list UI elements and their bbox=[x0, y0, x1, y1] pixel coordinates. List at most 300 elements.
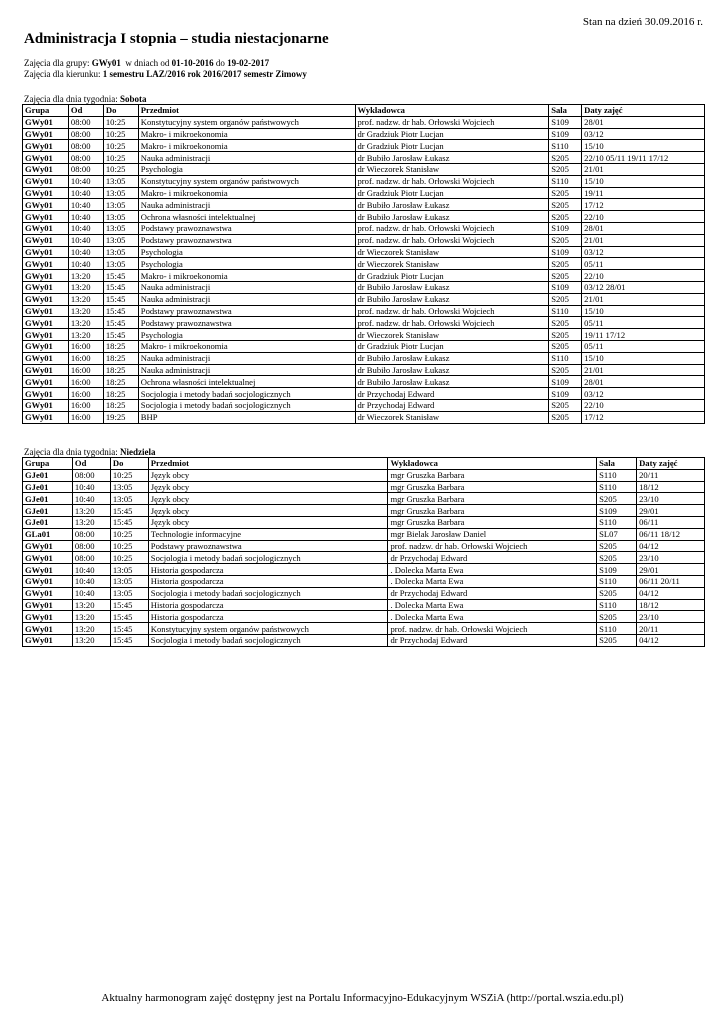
cell-group: GJe01 bbox=[23, 481, 73, 493]
column-header-dates: Daty zajęć bbox=[637, 458, 705, 470]
table-row bbox=[23, 540, 705, 552]
cell-room: S109 bbox=[549, 388, 582, 400]
table-row bbox=[23, 352, 705, 364]
cell-lecturer: dr Bubiło Jarosław Łukasz bbox=[355, 376, 549, 388]
table-row bbox=[23, 187, 705, 199]
cell-end: 18:25 bbox=[103, 364, 138, 376]
cell-end: 15:45 bbox=[110, 516, 148, 528]
cell-lecturer: prof. nadzw. dr hab. Orłowski Wojciech bbox=[388, 623, 597, 635]
cell-dates: 28/01 bbox=[582, 222, 705, 234]
cell-group: GWy01 bbox=[23, 376, 69, 388]
cell-subject: Nauka administracji bbox=[138, 293, 355, 305]
cell-start: 13:20 bbox=[68, 305, 103, 317]
cell-dates: 22/10 bbox=[582, 399, 705, 411]
cell-subject: Socjologia i metody badań socjologicznych bbox=[138, 388, 355, 400]
cell-start: 16:00 bbox=[68, 364, 103, 376]
cell-subject: Konstytucyjny system organów państwowych bbox=[148, 623, 388, 635]
cell-lecturer: mgr Gruszka Barbara bbox=[388, 481, 597, 493]
cell-group: GJe01 bbox=[23, 516, 73, 528]
cell-room: S205 bbox=[597, 493, 637, 505]
cell-dates: 05/11 bbox=[582, 317, 705, 329]
cell-lecturer: dr Bubiło Jarosław Łukasz bbox=[355, 352, 549, 364]
cell-end: 13:05 bbox=[103, 211, 138, 223]
table-row bbox=[23, 222, 705, 234]
cell-dates: 20/11 bbox=[637, 469, 705, 481]
cell-end: 18:25 bbox=[103, 399, 138, 411]
cell-lecturer: dr Wieczorek Stanisław bbox=[355, 246, 549, 258]
cell-dates: 22/10 bbox=[582, 270, 705, 282]
cell-start: 13:20 bbox=[68, 293, 103, 305]
cell-subject: Podstawy prawoznawstwa bbox=[138, 305, 355, 317]
cell-lecturer: dr Gradziuk Piotr Lucjan bbox=[355, 340, 549, 352]
cell-end: 13:05 bbox=[103, 234, 138, 246]
cell-end: 15:45 bbox=[110, 623, 148, 635]
cell-start: 13:20 bbox=[68, 329, 103, 341]
cell-group: GLa01 bbox=[23, 528, 73, 540]
cell-room: S205 bbox=[549, 411, 582, 423]
table-row bbox=[23, 305, 705, 317]
field-name: 1 semestru LAZ/2016 rok 2016/2017 semestr Zimowy bbox=[102, 69, 307, 79]
cell-room: S205 bbox=[597, 552, 637, 564]
cell-group: GWy01 bbox=[23, 281, 69, 293]
cell-lecturer: dr Przychodaj Edward bbox=[388, 552, 597, 564]
cell-end: 13:05 bbox=[110, 587, 148, 599]
cell-end: 10:25 bbox=[110, 552, 148, 564]
cell-end: 15:45 bbox=[110, 599, 148, 611]
column-header-lecturer: Wykładowca bbox=[388, 458, 597, 470]
cell-group: GWy01 bbox=[23, 140, 69, 152]
column-header-subject: Przedmiot bbox=[148, 458, 388, 470]
cell-start: 13:20 bbox=[72, 599, 110, 611]
cell-room: S205 bbox=[597, 611, 637, 623]
cell-start: 16:00 bbox=[68, 376, 103, 388]
cell-dates: 22/10 bbox=[582, 211, 705, 223]
cell-start: 08:00 bbox=[68, 163, 103, 175]
cell-group: GWy01 bbox=[23, 246, 69, 258]
cell-room: S109 bbox=[549, 128, 582, 140]
cell-subject: Historia gospodarcza bbox=[148, 599, 388, 611]
cell-subject: Język obcy bbox=[148, 505, 388, 517]
cell-room: S205 bbox=[549, 270, 582, 282]
cell-subject: Makro- i mikroekonomia bbox=[138, 187, 355, 199]
cell-lecturer: prof. nadzw. dr hab. Orłowski Wojciech bbox=[355, 317, 549, 329]
cell-end: 10:25 bbox=[103, 163, 138, 175]
cell-dates: 06/11 18/12 bbox=[637, 528, 705, 540]
cell-lecturer: dr Bubiło Jarosław Łukasz bbox=[355, 199, 549, 211]
cell-end: 18:25 bbox=[103, 352, 138, 364]
cell-group: GWy01 bbox=[23, 540, 73, 552]
cell-lecturer: dr Wieczorek Stanisław bbox=[355, 329, 549, 341]
cell-end: 15:45 bbox=[103, 270, 138, 282]
saturday-label-prefix: Zajęcia dla dnia tygodnia: bbox=[24, 94, 120, 104]
cell-start: 10:40 bbox=[72, 564, 110, 576]
table-row bbox=[23, 234, 705, 246]
cell-end: 13:05 bbox=[110, 575, 148, 587]
cell-dates: 15/10 bbox=[582, 352, 705, 364]
table-row bbox=[23, 340, 705, 352]
cell-group: GWy01 bbox=[23, 399, 69, 411]
cell-dates: 20/11 bbox=[637, 623, 705, 635]
table-row bbox=[23, 281, 705, 293]
table-row bbox=[23, 505, 705, 517]
date-to: 19-02-2017 bbox=[227, 58, 270, 68]
column-header-room: Sala bbox=[549, 105, 582, 117]
cell-group: GWy01 bbox=[23, 352, 69, 364]
cell-group: GWy01 bbox=[23, 211, 69, 223]
cell-subject: Socjologia i metody badań socjologicznych bbox=[148, 587, 388, 599]
cell-start: 16:00 bbox=[68, 340, 103, 352]
cell-dates: 04/12 bbox=[637, 634, 705, 646]
cell-start: 08:00 bbox=[68, 116, 103, 128]
cell-start: 08:00 bbox=[68, 152, 103, 164]
cell-dates: 19/11 bbox=[582, 187, 705, 199]
cell-lecturer: prof. nadzw. dr hab. Orłowski Wojciech bbox=[355, 234, 549, 246]
cell-group: GJe01 bbox=[23, 493, 73, 505]
cell-group: GWy01 bbox=[23, 587, 73, 599]
table-row bbox=[23, 528, 705, 540]
column-header-lecturer: Wykładowca bbox=[355, 105, 549, 117]
saturday-rows bbox=[23, 116, 705, 423]
cell-group: GJe01 bbox=[23, 469, 73, 481]
cell-group: GWy01 bbox=[23, 258, 69, 270]
cell-dates: 21/01 bbox=[582, 293, 705, 305]
table-row bbox=[23, 116, 705, 128]
cell-room: S109 bbox=[549, 116, 582, 128]
cell-end: 13:05 bbox=[103, 258, 138, 270]
cell-dates: 18/12 bbox=[637, 481, 705, 493]
cell-subject: Nauka administracji bbox=[138, 199, 355, 211]
cell-start: 08:00 bbox=[68, 128, 103, 140]
sunday-label-prefix: Zajęcia dla dnia tygodnia: bbox=[24, 447, 120, 457]
field-info bbox=[24, 69, 307, 80]
cell-subject: Nauka administracji bbox=[138, 152, 355, 164]
cell-end: 18:25 bbox=[103, 388, 138, 400]
cell-subject: Nauka administracji bbox=[138, 352, 355, 364]
saturday-day: Sobota bbox=[119, 94, 147, 104]
cell-lecturer: dr Bubiło Jarosław Łukasz bbox=[355, 152, 549, 164]
cell-dates: 04/12 bbox=[637, 587, 705, 599]
cell-end: 15:45 bbox=[110, 611, 148, 623]
cell-room: S205 bbox=[549, 340, 582, 352]
cell-room: S205 bbox=[549, 187, 582, 199]
cell-start: 13:20 bbox=[72, 623, 110, 635]
cell-group: GWy01 bbox=[23, 564, 73, 576]
cell-subject: Historia gospodarcza bbox=[148, 575, 388, 587]
cell-dates: 23/10 bbox=[637, 493, 705, 505]
cell-lecturer: dr Bubiło Jarosław Łukasz bbox=[355, 281, 549, 293]
cell-lecturer: prof. nadzw. dr hab. Orłowski Wojciech bbox=[388, 540, 597, 552]
cell-lecturer: dr Gradziuk Piotr Lucjan bbox=[355, 128, 549, 140]
cell-dates: 03/12 bbox=[582, 246, 705, 258]
cell-room: S110 bbox=[597, 481, 637, 493]
table-row bbox=[23, 388, 705, 400]
table-row bbox=[23, 411, 705, 423]
cell-start: 10:40 bbox=[72, 493, 110, 505]
column-header-group: Grupa bbox=[23, 105, 69, 117]
cell-subject: Socjologia i metody badań socjologicznych bbox=[148, 634, 388, 646]
cell-end: 15:45 bbox=[103, 281, 138, 293]
cell-dates: 17/12 bbox=[582, 411, 705, 423]
cell-start: 16:00 bbox=[68, 388, 103, 400]
group-prefix: Zajęcia dla grupy: bbox=[24, 58, 92, 68]
table-row bbox=[23, 152, 705, 164]
cell-start: 16:00 bbox=[68, 399, 103, 411]
cell-end: 10:25 bbox=[110, 540, 148, 552]
cell-lecturer: mgr Bielak Jarosław Daniel bbox=[388, 528, 597, 540]
date-from: 01-10-2016 bbox=[171, 58, 214, 68]
cell-end: 13:05 bbox=[110, 493, 148, 505]
cell-end: 15:45 bbox=[103, 317, 138, 329]
cell-group: GWy01 bbox=[23, 222, 69, 234]
cell-group: GWy01 bbox=[23, 187, 69, 199]
table-row bbox=[23, 564, 705, 576]
cell-room: S205 bbox=[549, 258, 582, 270]
cell-room: S110 bbox=[549, 305, 582, 317]
cell-end: 13:05 bbox=[103, 175, 138, 187]
cell-lecturer: dr Wieczorek Stanisław bbox=[355, 411, 549, 423]
cell-subject: Podstawy prawoznawstwa bbox=[138, 317, 355, 329]
cell-group: GWy01 bbox=[23, 634, 73, 646]
cell-lecturer: dr Gradziuk Piotr Lucjan bbox=[355, 270, 549, 282]
table-row bbox=[23, 199, 705, 211]
cell-subject: Makro- i mikroekonomia bbox=[138, 128, 355, 140]
cell-start: 10:40 bbox=[68, 222, 103, 234]
cell-subject: Socjologia i metody badań socjologicznych bbox=[148, 552, 388, 564]
table-row bbox=[23, 258, 705, 270]
cell-end: 13:05 bbox=[110, 564, 148, 576]
cell-room: S205 bbox=[597, 540, 637, 552]
cell-subject: Psychologia bbox=[138, 163, 355, 175]
cell-subject: Konstytucyjny system organów państwowych bbox=[138, 116, 355, 128]
cell-lecturer: dr Przychodaj Edward bbox=[388, 587, 597, 599]
cell-end: 13:05 bbox=[110, 481, 148, 493]
cell-start: 08:00 bbox=[72, 540, 110, 552]
table-row bbox=[23, 376, 705, 388]
cell-start: 13:20 bbox=[68, 317, 103, 329]
group-name: GWy01 bbox=[91, 58, 121, 68]
cell-room: S205 bbox=[549, 317, 582, 329]
cell-end: 10:25 bbox=[103, 116, 138, 128]
cell-end: 13:05 bbox=[103, 199, 138, 211]
cell-start: 10:40 bbox=[68, 211, 103, 223]
cell-subject: Język obcy bbox=[148, 493, 388, 505]
cell-lecturer: dr Przychodaj Edward bbox=[355, 399, 549, 411]
cell-lecturer: mgr Gruszka Barbara bbox=[388, 516, 597, 528]
cell-subject: Makro- i mikroekonomia bbox=[138, 340, 355, 352]
status-date: Stan na dzień 30.09.2016 r. bbox=[582, 16, 703, 28]
cell-room: S205 bbox=[549, 234, 582, 246]
cell-dates: 18/12 bbox=[637, 599, 705, 611]
cell-subject: Język obcy bbox=[148, 516, 388, 528]
cell-end: 15:45 bbox=[103, 305, 138, 317]
cell-dates: 05/11 bbox=[582, 258, 705, 270]
cell-group: GWy01 bbox=[23, 364, 69, 376]
cell-subject: Ochrona własności intelektualnej bbox=[138, 376, 355, 388]
cell-end: 15:45 bbox=[103, 329, 138, 341]
cell-room: S205 bbox=[597, 587, 637, 599]
cell-end: 10:25 bbox=[110, 469, 148, 481]
cell-lecturer: prof. nadzw. dr hab. Orłowski Wojciech bbox=[355, 116, 549, 128]
cell-start: 10:40 bbox=[72, 575, 110, 587]
cell-dates: 06/11 bbox=[637, 516, 705, 528]
cell-group: GWy01 bbox=[23, 234, 69, 246]
cell-lecturer: mgr Gruszka Barbara bbox=[388, 469, 597, 481]
cell-lecturer: prof. nadzw. dr hab. Orłowski Wojciech bbox=[355, 222, 549, 234]
cell-start: 10:40 bbox=[72, 587, 110, 599]
cell-subject: Nauka administracji bbox=[138, 281, 355, 293]
cell-room: S110 bbox=[549, 175, 582, 187]
cell-room: S205 bbox=[549, 199, 582, 211]
sunday-day: Niedziela bbox=[119, 447, 156, 457]
cell-room: S110 bbox=[597, 623, 637, 635]
cell-lecturer: dr Przychodaj Edward bbox=[355, 388, 549, 400]
cell-dates: 23/10 bbox=[637, 552, 705, 564]
cell-room: S205 bbox=[549, 399, 582, 411]
cell-subject: Socjologia i metody badań socjologicznych bbox=[138, 399, 355, 411]
cell-lecturer: . Dolecka Marta Ewa bbox=[388, 575, 597, 587]
cell-dates: 04/12 bbox=[637, 540, 705, 552]
cell-start: 10:40 bbox=[68, 175, 103, 187]
cell-dates: 19/11 17/12 bbox=[582, 329, 705, 341]
saturday-table bbox=[22, 104, 705, 424]
cell-dates: 21/01 bbox=[582, 364, 705, 376]
cell-dates: 21/01 bbox=[582, 234, 705, 246]
cell-room: S205 bbox=[549, 293, 582, 305]
cell-room: S110 bbox=[549, 352, 582, 364]
cell-dates: 06/11 20/11 bbox=[637, 575, 705, 587]
cell-dates: 29/01 bbox=[637, 564, 705, 576]
cell-group: GWy01 bbox=[23, 305, 69, 317]
table-row bbox=[23, 364, 705, 376]
sunday-label bbox=[24, 447, 155, 457]
table-row bbox=[23, 329, 705, 341]
cell-subject: Ochrona własności intelektualnej bbox=[138, 211, 355, 223]
cell-dates: 28/01 bbox=[582, 376, 705, 388]
cell-dates: 03/12 28/01 bbox=[582, 281, 705, 293]
column-header-end: Do bbox=[103, 105, 138, 117]
table-row bbox=[23, 163, 705, 175]
cell-subject: Podstawy prawoznawstwa bbox=[138, 222, 355, 234]
saturday-header-row bbox=[23, 105, 705, 117]
table-row bbox=[23, 211, 705, 223]
cell-dates: 03/12 bbox=[582, 128, 705, 140]
cell-group: GWy01 bbox=[23, 152, 69, 164]
cell-start: 10:40 bbox=[68, 234, 103, 246]
cell-room: S109 bbox=[549, 281, 582, 293]
table-row bbox=[23, 516, 705, 528]
cell-subject: Podstawy prawoznawstwa bbox=[148, 540, 388, 552]
cell-dates: 17/12 bbox=[582, 199, 705, 211]
table-row bbox=[23, 587, 705, 599]
table-row bbox=[23, 493, 705, 505]
cell-room: S109 bbox=[549, 376, 582, 388]
cell-lecturer: dr Wieczorek Stanisław bbox=[355, 258, 549, 270]
cell-lecturer: mgr Gruszka Barbara bbox=[388, 505, 597, 517]
table-row bbox=[23, 469, 705, 481]
cell-end: 15:45 bbox=[103, 293, 138, 305]
dates-prefix: w dniach od bbox=[120, 58, 172, 68]
cell-dates: 05/11 bbox=[582, 340, 705, 352]
cell-start: 10:40 bbox=[68, 187, 103, 199]
cell-end: 15:45 bbox=[110, 505, 148, 517]
cell-group: GWy01 bbox=[23, 163, 69, 175]
cell-start: 08:00 bbox=[72, 528, 110, 540]
cell-lecturer: dr Bubiło Jarosław Łukasz bbox=[355, 211, 549, 223]
table-row bbox=[23, 623, 705, 635]
cell-start: 10:40 bbox=[72, 481, 110, 493]
table-row bbox=[23, 175, 705, 187]
cell-start: 08:00 bbox=[68, 140, 103, 152]
cell-end: 10:25 bbox=[110, 528, 148, 540]
cell-start: 13:20 bbox=[72, 516, 110, 528]
column-header-dates: Daty zajęć bbox=[582, 105, 705, 117]
table-row bbox=[23, 246, 705, 258]
cell-subject: Historia gospodarcza bbox=[148, 564, 388, 576]
cell-end: 18:25 bbox=[103, 340, 138, 352]
cell-room: S110 bbox=[549, 140, 582, 152]
cell-room: S109 bbox=[597, 564, 637, 576]
cell-start: 10:40 bbox=[68, 258, 103, 270]
cell-dates: 22/10 05/11 19/11 17/12 bbox=[582, 152, 705, 164]
table-row bbox=[23, 575, 705, 587]
table-row bbox=[23, 552, 705, 564]
cell-group: GWy01 bbox=[23, 199, 69, 211]
cell-group: GWy01 bbox=[23, 623, 73, 635]
cell-room: S110 bbox=[597, 599, 637, 611]
dates-mid: do bbox=[213, 58, 228, 68]
cell-dates: 21/01 bbox=[582, 163, 705, 175]
cell-lecturer: dr Bubiło Jarosław Łukasz bbox=[355, 364, 549, 376]
cell-room: S110 bbox=[597, 516, 637, 528]
table-row bbox=[23, 399, 705, 411]
column-header-start: Od bbox=[72, 458, 110, 470]
cell-group: GWy01 bbox=[23, 552, 73, 564]
cell-dates: 29/01 bbox=[637, 505, 705, 517]
cell-subject: Makro- i mikroekonomia bbox=[138, 270, 355, 282]
cell-dates: 23/10 bbox=[637, 611, 705, 623]
cell-room: S110 bbox=[597, 575, 637, 587]
cell-end: 13:05 bbox=[103, 187, 138, 199]
cell-lecturer: dr Przychodaj Edward bbox=[388, 634, 597, 646]
cell-room: S109 bbox=[549, 222, 582, 234]
cell-subject: Psychologia bbox=[138, 246, 355, 258]
cell-subject: Psychologia bbox=[138, 258, 355, 270]
cell-group: GJe01 bbox=[23, 505, 73, 517]
table-row bbox=[23, 140, 705, 152]
cell-start: 13:20 bbox=[72, 611, 110, 623]
table-row bbox=[23, 317, 705, 329]
page-title: Administracja I stopnia – studia niestacjonarne bbox=[24, 31, 329, 47]
cell-room: S205 bbox=[549, 211, 582, 223]
cell-group: GWy01 bbox=[23, 611, 73, 623]
cell-lecturer: dr Gradziuk Piotr Lucjan bbox=[355, 187, 549, 199]
cell-group: GWy01 bbox=[23, 317, 69, 329]
cell-dates: 15/10 bbox=[582, 305, 705, 317]
cell-end: 18:25 bbox=[103, 376, 138, 388]
cell-dates: 28/01 bbox=[582, 116, 705, 128]
cell-group: GWy01 bbox=[23, 175, 69, 187]
cell-end: 19:25 bbox=[103, 411, 138, 423]
column-header-subject: Przedmiot bbox=[138, 105, 355, 117]
cell-room: S205 bbox=[549, 364, 582, 376]
cell-subject: Historia gospodarcza bbox=[148, 611, 388, 623]
cell-start: 13:20 bbox=[72, 505, 110, 517]
sunday-header-row bbox=[23, 458, 705, 470]
cell-group: GWy01 bbox=[23, 575, 73, 587]
cell-end: 13:05 bbox=[103, 246, 138, 258]
cell-room: SL07 bbox=[597, 528, 637, 540]
table-row bbox=[23, 611, 705, 623]
